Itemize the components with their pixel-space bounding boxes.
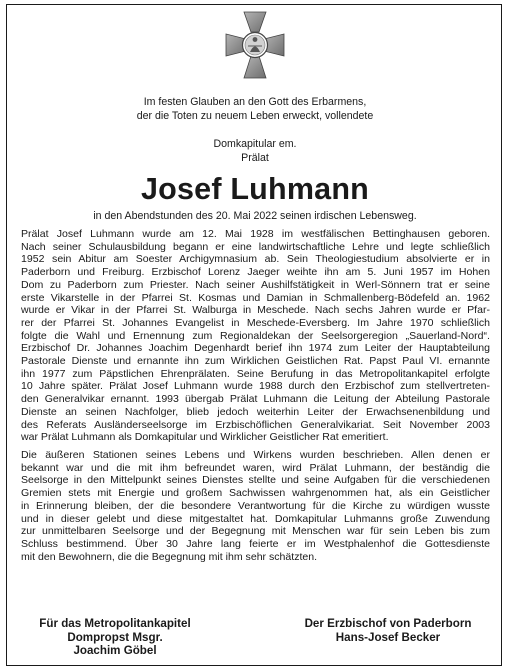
paragraph-line: Pastorale Dienste und ernannte ihn zum Wirklichen Geistlichen Rat. Papst Paul VI. ernannte: [21, 355, 490, 368]
paragraph-line: Erzbischof Dr. Johannes Joachim Degenhardt berief ihn 1974 zum Leiter der Hauptabteilung: [21, 342, 490, 355]
paragraph-line: Die äußeren Stationen seines Lebens und Wirkens wurden beschrieben. Allen denen er: [21, 449, 490, 461]
paragraph-line: 1952 sein Abitur am Soester Archigymnasium ab. Sein Theologiestudium absolvierte er in: [21, 253, 490, 266]
paragraph-line: mit den Bewohnern, die die Begegnung mit ihm sehr schätzten.: [21, 550, 318, 563]
paragraph-line: folgte die Wahl und Ernennung zum Regionaldekan der Seelsorgeregion „Sauerland-Nord“.: [21, 329, 490, 342]
intro-line-2: der die Toten zu neuem Leben erweckt, vollendete: [136, 109, 374, 122]
signature-left-line-2: Dompropst Msgr.: [67, 630, 163, 644]
paragraph-line: wurde er Vikar in der Pfarrei St. Walburga in Meschede. Nach sechs Jahren wurde er Pfar-: [21, 304, 490, 317]
paragraph-line: Nach seiner Schulausbildung begann er eine landwirtschaftliche Lehre und legte schließlich: [21, 240, 490, 253]
death-line: in den Abendstunden des 20. Mai 2022 seinen irdischen Lebensweg.: [93, 210, 417, 222]
signature-left: [20, 617, 210, 658]
signature-left-line-3: Joachim Göbel: [73, 644, 157, 657]
signature-right-line-1: Der Erzbischof von Paderborn: [304, 617, 472, 630]
tribute-paragraph: [21, 449, 490, 563]
paragraph-line: Gremien stets mit Energie und großem Sachwissen wahrgenommen hat, als ein Geistlicher: [21, 487, 490, 500]
paragraph-line: bekannt war und die mit ihm befreundet waren, wird Prälat Luhmann, der beständig die: [21, 461, 490, 474]
title-line-1: Domkapitular em.: [213, 138, 297, 150]
paragraph-line: erste Vikarstelle in der Pfarrei St. Kosmas und Damian in Schmallenberg-Bödefeld an. 1962: [21, 291, 490, 304]
paragraph-line: Prälat Josef Luhmann wurde am 12. Mai 1928 im westfälischen Bettinghausen geboren.: [21, 228, 490, 240]
paragraph-line: Schluss bestimmend. Über 30 Jahre lang feierte er im Westphalenhof die Gottesdienste: [21, 537, 490, 550]
paragraph-line: den Generalvikar ernannt. 1993 übergab Prälat Luhmann die Leitung der Abteilung Pastorale: [21, 393, 490, 406]
biography-paragraph: [21, 228, 490, 444]
paragraph-line: ihn 1977 zum Päpstlichen Ehrenprälaten. Seine Berufung in das Metropolitankapitel erfolgte: [21, 367, 490, 380]
paragraph-line: Dienste an seinen Nachfolger, blieb jedoch weiterhin Leiter der Erwachsenenbildung und: [21, 405, 490, 418]
paragraph-line: Seelsorge in den Mittelpunkt seines Dienstes stellte und seine Aufgaben für die verschiedenen: [21, 474, 490, 487]
paragraph-line: war Prälat Luhmann als Domkapitular und Wirklicher Geistlicher Rat emeritiert.: [21, 431, 389, 444]
paragraph-line: Paderborn und Freiburg. Erzbischof Lorenz Jaeger weihte ihn am 5. Juni 1957 im Hohen: [21, 266, 490, 279]
paragraph-line: 10 Jahre später. Prälat Josef Luhmann wurde 1988 durch den Erzbischof zum stellvertreten-: [21, 380, 490, 393]
paragraph-line: rer der Pfarrei St. Johannes Evangelist in Meschede-Eversberg. Im Jahre 1970 schließlich: [21, 316, 490, 329]
cross-icon: [224, 10, 286, 80]
paragraph-line: zur unmittelbaren Seelsorge und der Begegnung mit Menschen war für sein Leben bis zum: [21, 525, 490, 538]
paragraph-line: und in dieser gelebt und diese mitgestaltet hat. Domkapitular Luhmanns große Zuwendung: [21, 512, 490, 525]
signature-right-line-2: Hans-Josef Becker: [335, 630, 441, 644]
paragraph-line: Dom zu Paderborn zum Priester. Nach seiner Aushilfstätigkeit in Werl-Sönnern trat er seine: [21, 278, 490, 291]
signature-left-line-1: Für das Metropolitankapitel: [39, 617, 191, 630]
intro-text: [0, 96, 510, 123]
signature-right: [288, 617, 488, 644]
title-line-2: Prälat: [241, 151, 269, 164]
deceased-name: Josef Luhmann: [141, 172, 369, 206]
intro-line-1: Im festen Glauben an den Gott des Erbarmens,: [143, 96, 367, 108]
title-block: [0, 138, 510, 165]
paragraph-line: in Erinnerung bleiben, der die besondere Verantwortung für die Kirche zu würdigen wusste: [21, 499, 490, 512]
paragraph-line: des Referats Ausländerseelsorge im Erzbischöflichen Generalvikariat. Seit November 2003: [21, 418, 490, 431]
